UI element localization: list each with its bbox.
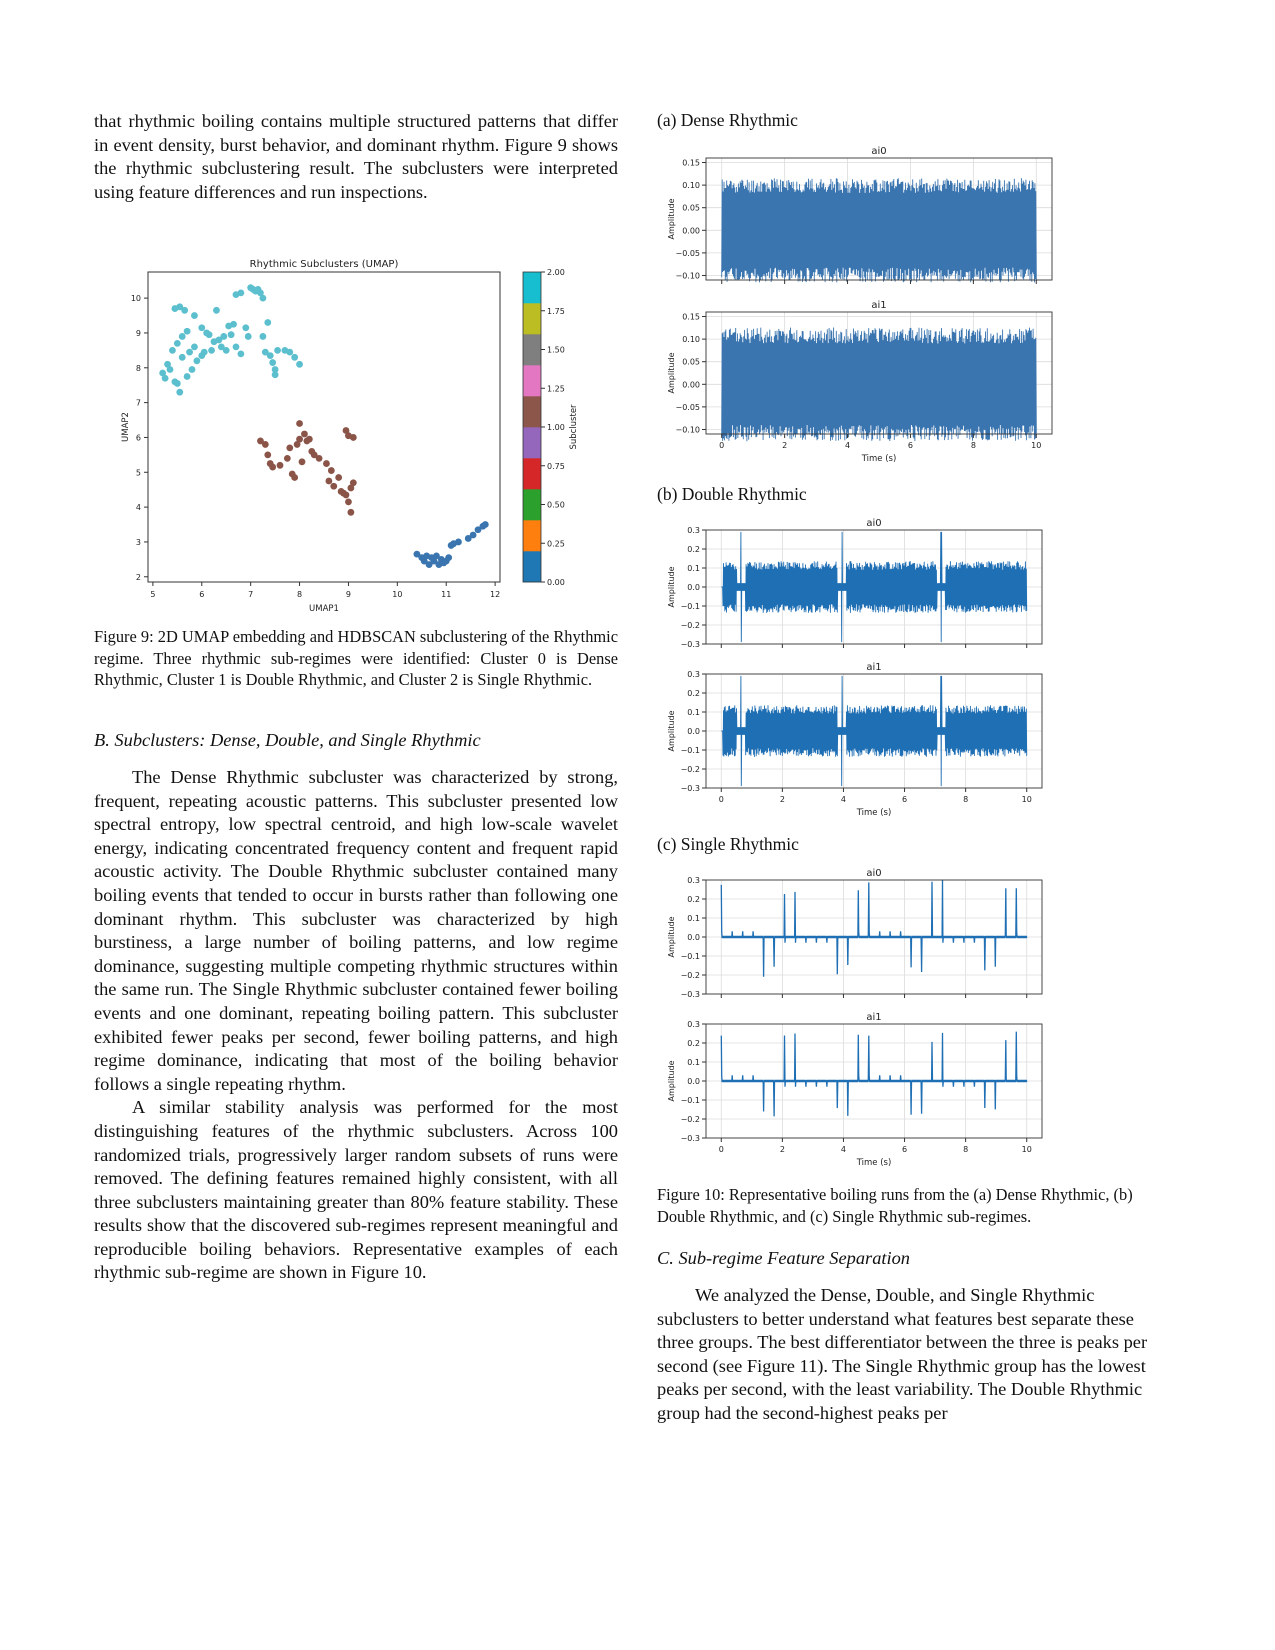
x-tick-label: 10	[1031, 441, 1042, 450]
scatter-point	[228, 331, 235, 338]
y-tick-label: 0.3	[687, 670, 700, 679]
panel-a-label-block	[657, 110, 798, 131]
colorbar-segment	[523, 334, 541, 365]
scatter-point	[223, 347, 230, 354]
panel-title: ai0	[866, 868, 882, 879]
y-tick-label: 0.0	[687, 727, 700, 736]
scatter-point	[350, 434, 357, 441]
scatter-point	[220, 333, 227, 340]
colorbar-tick-label: 1.00	[547, 423, 565, 432]
paragraph-stability: A similar stability analysis was performed for the most distinguishing features of the rhythmic subclusters. Across 100 randomized trials, progressively larger random subsets of runs were removed. The defining features remained highly consistent, with all three subclusters maintaining greater than 80% feature stability. These results show that the discovered sub-regimes represent meaningful and reproducible boiling behaviors. Representative examples of each rhythmic sub-regime are shown in Figure 10.	[94, 1097, 618, 1283]
x-tick-label: 6	[199, 590, 205, 599]
x-tick-label: 2	[779, 1145, 785, 1154]
scatter-point	[162, 375, 169, 382]
y-tick-label: 0.1	[687, 708, 700, 717]
colorbar-tick-label: 1.75	[547, 306, 565, 316]
scatter-point	[343, 492, 350, 499]
colorbar-segment	[523, 272, 541, 303]
scatter-point	[296, 436, 303, 443]
scatter-point	[189, 366, 196, 373]
y-tick-label: −0.2	[680, 765, 700, 774]
y-tick-label: 0.2	[687, 545, 700, 554]
paragraph-subclusters: The Dense Rhythmic subcluster was characterized by strong, frequent, repeating acoustic patterns. This subcluster presented low spectral entropy, low spectral centroid, and high low-scale wavelet energy, indicating concentrated frequency content and frequent rapid acoustic activity. The Double Rhythmic subcluster contained many boiling events that tended to occur in bursts rather than following one dominant rhythm. This subcluster was characterized by high burstiness, a large number of boiling patterns, and low regime dominance, suggesting multiple competing rhythmic structures within the same run. The Single Rhythmic subcluster contained fewer boiling events and one dominant, repeating boiling pattern. This subcluster exhibited fewer peaks per second, fewer boiling patterns, and high regime dominance, indicating that most of the boiling behavior follows a single repeating rhythm.	[94, 767, 618, 1094]
panel-title: ai0	[866, 518, 882, 529]
panel-title: ai0	[871, 146, 887, 157]
scatter-point	[191, 312, 198, 319]
scatter-point	[233, 343, 240, 350]
colorbar-tick-label: 0.25	[547, 539, 565, 549]
panel-ai1	[667, 300, 1052, 464]
y-axis-label: Amplitude	[667, 352, 676, 394]
colorbar-segment	[523, 489, 541, 520]
x-axis-label: UMAP1	[309, 604, 339, 614]
scatter-point	[286, 349, 293, 356]
y-tick-label: 0.0	[687, 583, 700, 592]
y-tick-label: −0.3	[680, 990, 700, 999]
scatter-point	[259, 333, 266, 340]
y-tick-label: 0.2	[687, 1039, 700, 1048]
series-cluster-1	[257, 420, 357, 516]
panel-title: ai1	[871, 300, 887, 311]
chart-title: Rhythmic Subclusters (UMAP)	[249, 259, 399, 270]
panel-b-label-block	[657, 484, 807, 505]
x-tick-label: 5	[150, 590, 156, 599]
y-tick-label: −0.1	[680, 746, 700, 755]
figure-9-umap-scatter	[118, 250, 598, 620]
colorbar-tick-label: 1.25	[547, 384, 565, 394]
scatter-point	[262, 441, 269, 448]
figure-9-caption: Figure 9: 2D UMAP embedding and HDBSCAN subclustering of the Rhythmic regime. Three rhythmic sub-regimes were identified: Cluster 0 is Dense Rhythmic, Cluster 1 is Double Rhythmic, and Cluster 2 is Single Rhythmic.	[94, 627, 618, 689]
scatter-point	[277, 462, 284, 469]
y-tick-label: 2	[135, 572, 141, 582]
scatter-point	[198, 324, 205, 331]
x-tick-label: 10	[1021, 795, 1032, 804]
x-tick-label: 8	[297, 590, 303, 599]
colorbar-label: Subcluster	[569, 404, 579, 450]
scatter-point	[299, 458, 306, 465]
x-tick-label: 10	[392, 590, 403, 599]
colorbar-segment	[523, 396, 541, 427]
signal-trace	[722, 328, 1037, 442]
y-tick-label: −0.05	[675, 402, 700, 412]
figure-10-caption-block	[657, 1184, 1181, 1227]
scatter-point	[284, 455, 291, 462]
y-tick-label: 4	[135, 503, 141, 513]
scatter-point	[237, 289, 244, 296]
scatter-point	[345, 498, 352, 505]
signal-trace	[721, 532, 1026, 642]
figure-10b-double-rhythmic	[660, 512, 1120, 838]
left-column	[94, 110, 618, 204]
panel-ai0	[667, 146, 1052, 284]
y-tick-label: −0.10	[675, 271, 700, 281]
y-tick-label: 0.15	[682, 158, 700, 168]
x-tick-label: 8	[963, 1145, 969, 1154]
scatter-point	[316, 455, 323, 462]
scatter-point	[323, 460, 330, 467]
y-tick-label: −0.3	[680, 640, 700, 649]
colorbar-segment	[523, 365, 541, 396]
x-tick-label: 0	[718, 795, 724, 804]
section-b-heading: B. Subclusters: Dense, Double, and Single Rhythmic	[94, 730, 481, 750]
y-tick-label: −0.1	[680, 952, 700, 961]
scatter-point	[269, 464, 276, 471]
y-axis-label: Amplitude	[667, 1060, 676, 1102]
x-tick-label: 2	[782, 441, 788, 450]
y-tick-label: 0.3	[687, 876, 700, 885]
y-axis-label: Amplitude	[667, 710, 676, 752]
paragraph-intro: that rhythmic boiling contains multiple structured patterns that differ in event density, burst behavior, and dominant rhythm. Figure 9 shows the rhythmic subclustering result. The subclusters were interpreted using feature differences and run inspections.	[94, 111, 618, 202]
y-tick-label: 0.05	[682, 203, 700, 213]
scatter-point	[296, 420, 303, 427]
y-tick-label: 0.2	[687, 689, 700, 698]
scatter-point	[325, 478, 332, 485]
y-tick-label: 0.3	[687, 526, 700, 535]
scatter-point	[274, 347, 281, 354]
colorbar-tick-label: 1.50	[547, 345, 565, 355]
scatter-point	[208, 347, 215, 354]
x-axis-label: Time (s)	[856, 1158, 892, 1168]
y-axis-label: Amplitude	[667, 916, 676, 958]
colorbar-segment	[523, 427, 541, 458]
colorbar-segment	[523, 520, 541, 551]
scatter-point	[242, 324, 249, 331]
x-tick-label: 10	[1021, 1145, 1032, 1154]
scatter-point	[445, 554, 452, 561]
y-tick-label: 0.1	[687, 914, 700, 923]
section-c-heading: C. Sub-regime Feature Separation	[657, 1248, 910, 1268]
scatter-point	[267, 352, 274, 359]
y-tick-label: 6	[135, 433, 141, 443]
x-tick-label: 2	[779, 795, 785, 804]
scatter-point	[350, 479, 357, 486]
colorbar-segment	[523, 458, 541, 489]
scatter-point	[470, 532, 477, 539]
colorbar-tick-label: 0.50	[547, 500, 565, 510]
scatter-point	[259, 295, 266, 302]
x-tick-label: 8	[970, 441, 976, 450]
y-tick-label: 0.0	[687, 933, 700, 942]
x-axis-label: Time (s)	[856, 808, 892, 818]
y-tick-label: 8	[135, 363, 141, 373]
scatter-point	[176, 389, 183, 396]
x-tick-label: 12	[490, 590, 501, 599]
scatter-point	[291, 354, 298, 361]
y-tick-label: 0.15	[682, 312, 700, 322]
y-axis-label: UMAP2	[121, 412, 131, 442]
plot-frame	[148, 272, 500, 582]
y-tick-label: −0.2	[680, 971, 700, 980]
scatter-point	[179, 333, 186, 340]
y-tick-label: −0.1	[680, 602, 700, 611]
x-tick-label: 8	[963, 795, 969, 804]
scatter-point	[245, 333, 252, 340]
scatter-point	[328, 467, 335, 474]
y-tick-label: 0.3	[687, 1020, 700, 1029]
section-b-block	[94, 730, 618, 751]
y-tick-label: 0.0	[687, 1077, 700, 1086]
scatter-point	[296, 361, 303, 368]
scatter-point	[264, 451, 271, 458]
panel-ai0	[667, 868, 1042, 999]
scatter-point	[191, 343, 198, 350]
y-tick-label: −0.10	[675, 425, 700, 435]
paragraph-feature-separation: We analyzed the Dense, Double, and Single Rhythmic subclusters to better understand what features best separate these three groups. The best differentiator between the three is peaks per second (see Figure 11). The Single Rhythmic group has the lowest peaks per second, with the least variability. The Double Rhythmic group had the second-highest peaks per	[657, 1285, 1148, 1423]
scatter-point	[167, 366, 174, 373]
y-tick-label: −0.2	[680, 1115, 700, 1124]
panel-b-label: (b) Double Rhythmic	[657, 484, 807, 504]
x-tick-label: 6	[901, 795, 908, 804]
figure-10-caption: Figure 10: Representative boiling runs from the (a) Dense Rhythmic, (b) Double Rhythmic, and (c) Single Rhythmic sub-regimes.	[657, 1185, 1133, 1226]
y-tick-label: 3	[135, 537, 141, 547]
scatter-point	[181, 307, 188, 314]
y-tick-label: −0.2	[680, 621, 700, 630]
y-tick-label: 7	[135, 398, 141, 408]
y-tick-label: −0.1	[680, 1096, 700, 1105]
panel-title: ai1	[866, 1012, 882, 1023]
panel-c-label: (c) Single Rhythmic	[657, 834, 799, 854]
scatter-point	[179, 354, 186, 361]
section-c-body	[657, 1284, 1167, 1426]
x-axis-label: Time (s)	[861, 454, 897, 464]
panel-ai1	[667, 1012, 1042, 1168]
y-tick-label: −0.3	[680, 784, 700, 793]
scatter-point	[272, 371, 279, 378]
x-tick-label: 4	[844, 441, 851, 450]
panel-ai1	[667, 662, 1042, 818]
x-tick-label: 6	[907, 441, 914, 450]
colorbar-segment	[523, 303, 541, 334]
scatter-point	[201, 349, 208, 356]
y-tick-label: 0.1	[687, 564, 700, 573]
x-tick-label: 0	[719, 441, 725, 450]
y-tick-label: 5	[135, 468, 141, 478]
scatter-point	[174, 340, 181, 347]
signal-trace	[721, 676, 1026, 786]
scatter-point	[184, 328, 191, 335]
panel-c-label-block	[657, 834, 799, 855]
figure-10a-dense-rhythmic	[660, 140, 1130, 480]
scatter-point	[291, 474, 298, 481]
series-cluster-2	[159, 284, 303, 395]
y-axis-label: Amplitude	[667, 198, 676, 240]
y-tick-label: 0.00	[682, 380, 700, 390]
scatter-point	[186, 349, 193, 356]
scatter-point	[347, 509, 354, 516]
y-tick-label: 0.05	[682, 357, 700, 367]
scatter-point	[264, 319, 271, 326]
y-tick-label: 0.1	[687, 1058, 700, 1067]
y-tick-label: 0.00	[682, 226, 700, 236]
colorbar-tick-label: 2.00	[547, 268, 565, 277]
signal-trace	[721, 1032, 1026, 1117]
scatter-point	[286, 444, 293, 451]
x-tick-label: 7	[248, 590, 254, 599]
scatter-point	[301, 431, 308, 438]
scatter-point	[230, 321, 237, 328]
section-b-body	[94, 766, 618, 1285]
scatter-point	[482, 521, 489, 528]
x-tick-label: 4	[840, 1145, 847, 1154]
scatter-point	[269, 359, 276, 366]
panel-title: ai1	[866, 662, 882, 673]
scatter-point	[335, 474, 342, 481]
x-tick-label: 0	[718, 1145, 724, 1154]
colorbar-segment	[523, 551, 541, 582]
scatter-point	[169, 347, 176, 354]
y-tick-label: −0.05	[675, 248, 700, 258]
scatter-point	[306, 436, 313, 443]
figure-9-caption-block	[94, 626, 618, 691]
y-tick-label: 0.2	[687, 895, 700, 904]
x-tick-label: 4	[840, 795, 847, 804]
scatter-point	[455, 539, 462, 546]
series-cluster-0	[413, 521, 488, 568]
scatter-point	[237, 350, 244, 357]
scatter-point	[193, 357, 200, 364]
scatter-point	[213, 307, 220, 314]
x-tick-label: 6	[901, 1145, 908, 1154]
y-tick-label: 0.10	[682, 335, 700, 345]
y-tick-label: −0.3	[680, 1134, 700, 1143]
colorbar-tick-label: 0.75	[547, 461, 565, 471]
y-axis-label: Amplitude	[667, 566, 676, 608]
scatter-point	[174, 380, 181, 387]
colorbar-tick-label: 0.00	[547, 578, 565, 587]
scatter-point	[184, 373, 191, 380]
panel-a-label: (a) Dense Rhythmic	[657, 110, 798, 130]
x-tick-label: 11	[441, 590, 452, 599]
y-tick-label: 10	[130, 294, 141, 304]
panel-ai0	[667, 518, 1042, 649]
scatter-point	[206, 331, 213, 338]
figure-10c-single-rhythmic	[660, 862, 1120, 1188]
signal-trace	[721, 880, 1026, 977]
section-c-block	[657, 1248, 1181, 1269]
y-tick-label: 0.10	[682, 181, 700, 191]
x-tick-label: 9	[345, 590, 351, 599]
signal-trace	[722, 178, 1037, 282]
scatter-point	[330, 483, 337, 490]
y-tick-label: 9	[135, 328, 141, 338]
